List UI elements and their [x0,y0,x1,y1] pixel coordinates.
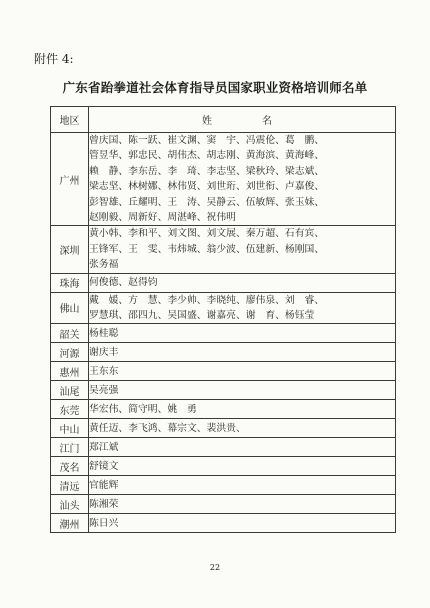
names-line: 舒镜文 [89,460,119,472]
names-cell [89,514,396,533]
names-cell [89,362,396,381]
names-cell [89,133,396,226]
table-row [51,324,396,343]
names-line: 张务福 [89,259,119,271]
table-row [51,226,396,273]
names-line: 吴亮强 [89,384,119,396]
trainer-roster-table [50,106,396,533]
names-line: 郑江斌 [89,441,119,453]
region-cell: 惠州 [51,362,89,381]
region-cell: 中山 [51,419,89,438]
names-line: 赵刚毅、周新好、周湛峰、祝伟明 [89,211,236,223]
names-cell [89,292,396,324]
region-cell: 江门 [51,438,89,457]
region-cell: 河源 [51,343,89,362]
names-line: 杨桂聪 [89,327,119,339]
names-line: 曾庆国、陈一跃、崔文渊、窦 宇、冯震伦、葛 鹏、 [89,135,325,146]
names-cell [89,273,396,292]
region-cell: 深圳 [51,226,89,273]
names-cell [89,324,396,343]
region-cell: 韶关 [51,324,89,343]
table-row [51,400,396,419]
table-row [51,292,396,324]
page-number: 22 [209,563,221,572]
names-line: 梁志坚、林树娜、林伟贤、刘世珩、刘世衔、卢嘉俊、 [89,181,325,193]
names-cell [89,476,396,495]
names-cell [89,419,396,438]
region-cell: 佛山 [51,292,89,324]
names-line: 管昱华、郭忠民、胡伟杰、胡志刚、黄海滨、黄海峰、 [89,150,325,162]
names-line: 王东东 [89,365,119,377]
table-row [51,343,396,362]
names-line: 戴 媛、方 慧、李少帅、李晓纯、廖伟泉、刘 睿、 [89,294,325,306]
names-line: 黄任迈、李飞鸿、幕宗文、裴洪贵、 [89,422,246,434]
names-line: 何俊德、赵得钧 [89,277,158,289]
column-header-region: 地区 [51,107,89,133]
names-cell [89,381,396,400]
names-line: 官能辉 [89,479,119,491]
region-cell: 东莞 [51,400,89,419]
names-line: 黄小韩、李和平、刘文图、刘文展、秦万超、石有宾、 [89,228,325,240]
names-cell [89,457,396,476]
table-row [51,438,396,457]
table-row [51,476,396,495]
names-cell [89,226,396,273]
names-line: 罗慧琪、邵四九、吴国盛、谢嘉亮、谢 育、杨钰莹 [89,309,315,321]
names-cell [89,400,396,419]
table-row [51,457,396,476]
names-cell [89,438,396,457]
region-cell: 清远 [51,476,89,495]
names-line: 陈日兴 [89,517,119,529]
region-cell: 茂名 [51,457,89,476]
names-cell [89,495,396,514]
region-cell: 汕尾 [51,381,89,400]
table-row [51,362,396,381]
table-header-row [51,107,396,133]
names-line: 赖 静、李东岳、李 琦、李志坚、梁秋玲、梁志斌、 [89,165,325,177]
region-cell: 广州 [51,133,89,226]
table-body [51,133,396,533]
table-row [51,273,396,292]
table-row [51,133,396,226]
column-header-names: 姓 名 [89,107,396,133]
region-cell: 汕头 [51,495,89,514]
names-line: 王锋军、王 雯、韦炜城、翁少波、伍建新、杨刚国、 [89,243,325,255]
table-row [51,495,396,514]
names-line: 彭智雄、丘耀明、王 涛、吴静云、伍敏辉、张玉妹、 [89,196,325,208]
document-title: 广东省跆拳道社会体育指导员国家职业资格培训师名单 [62,80,368,95]
table-row [51,514,396,533]
names-line: 谢庆丰 [89,346,119,358]
region-cell: 潮州 [51,514,89,533]
names-cell [89,343,396,362]
region-cell: 珠海 [51,273,89,292]
table-row [51,419,396,438]
names-line: 华宏伟、简守明、姚 勇 [89,403,197,415]
table-row [51,381,396,400]
names-line: 陈湘荣 [89,498,119,510]
attachment-label: 附件 4: [34,52,74,66]
